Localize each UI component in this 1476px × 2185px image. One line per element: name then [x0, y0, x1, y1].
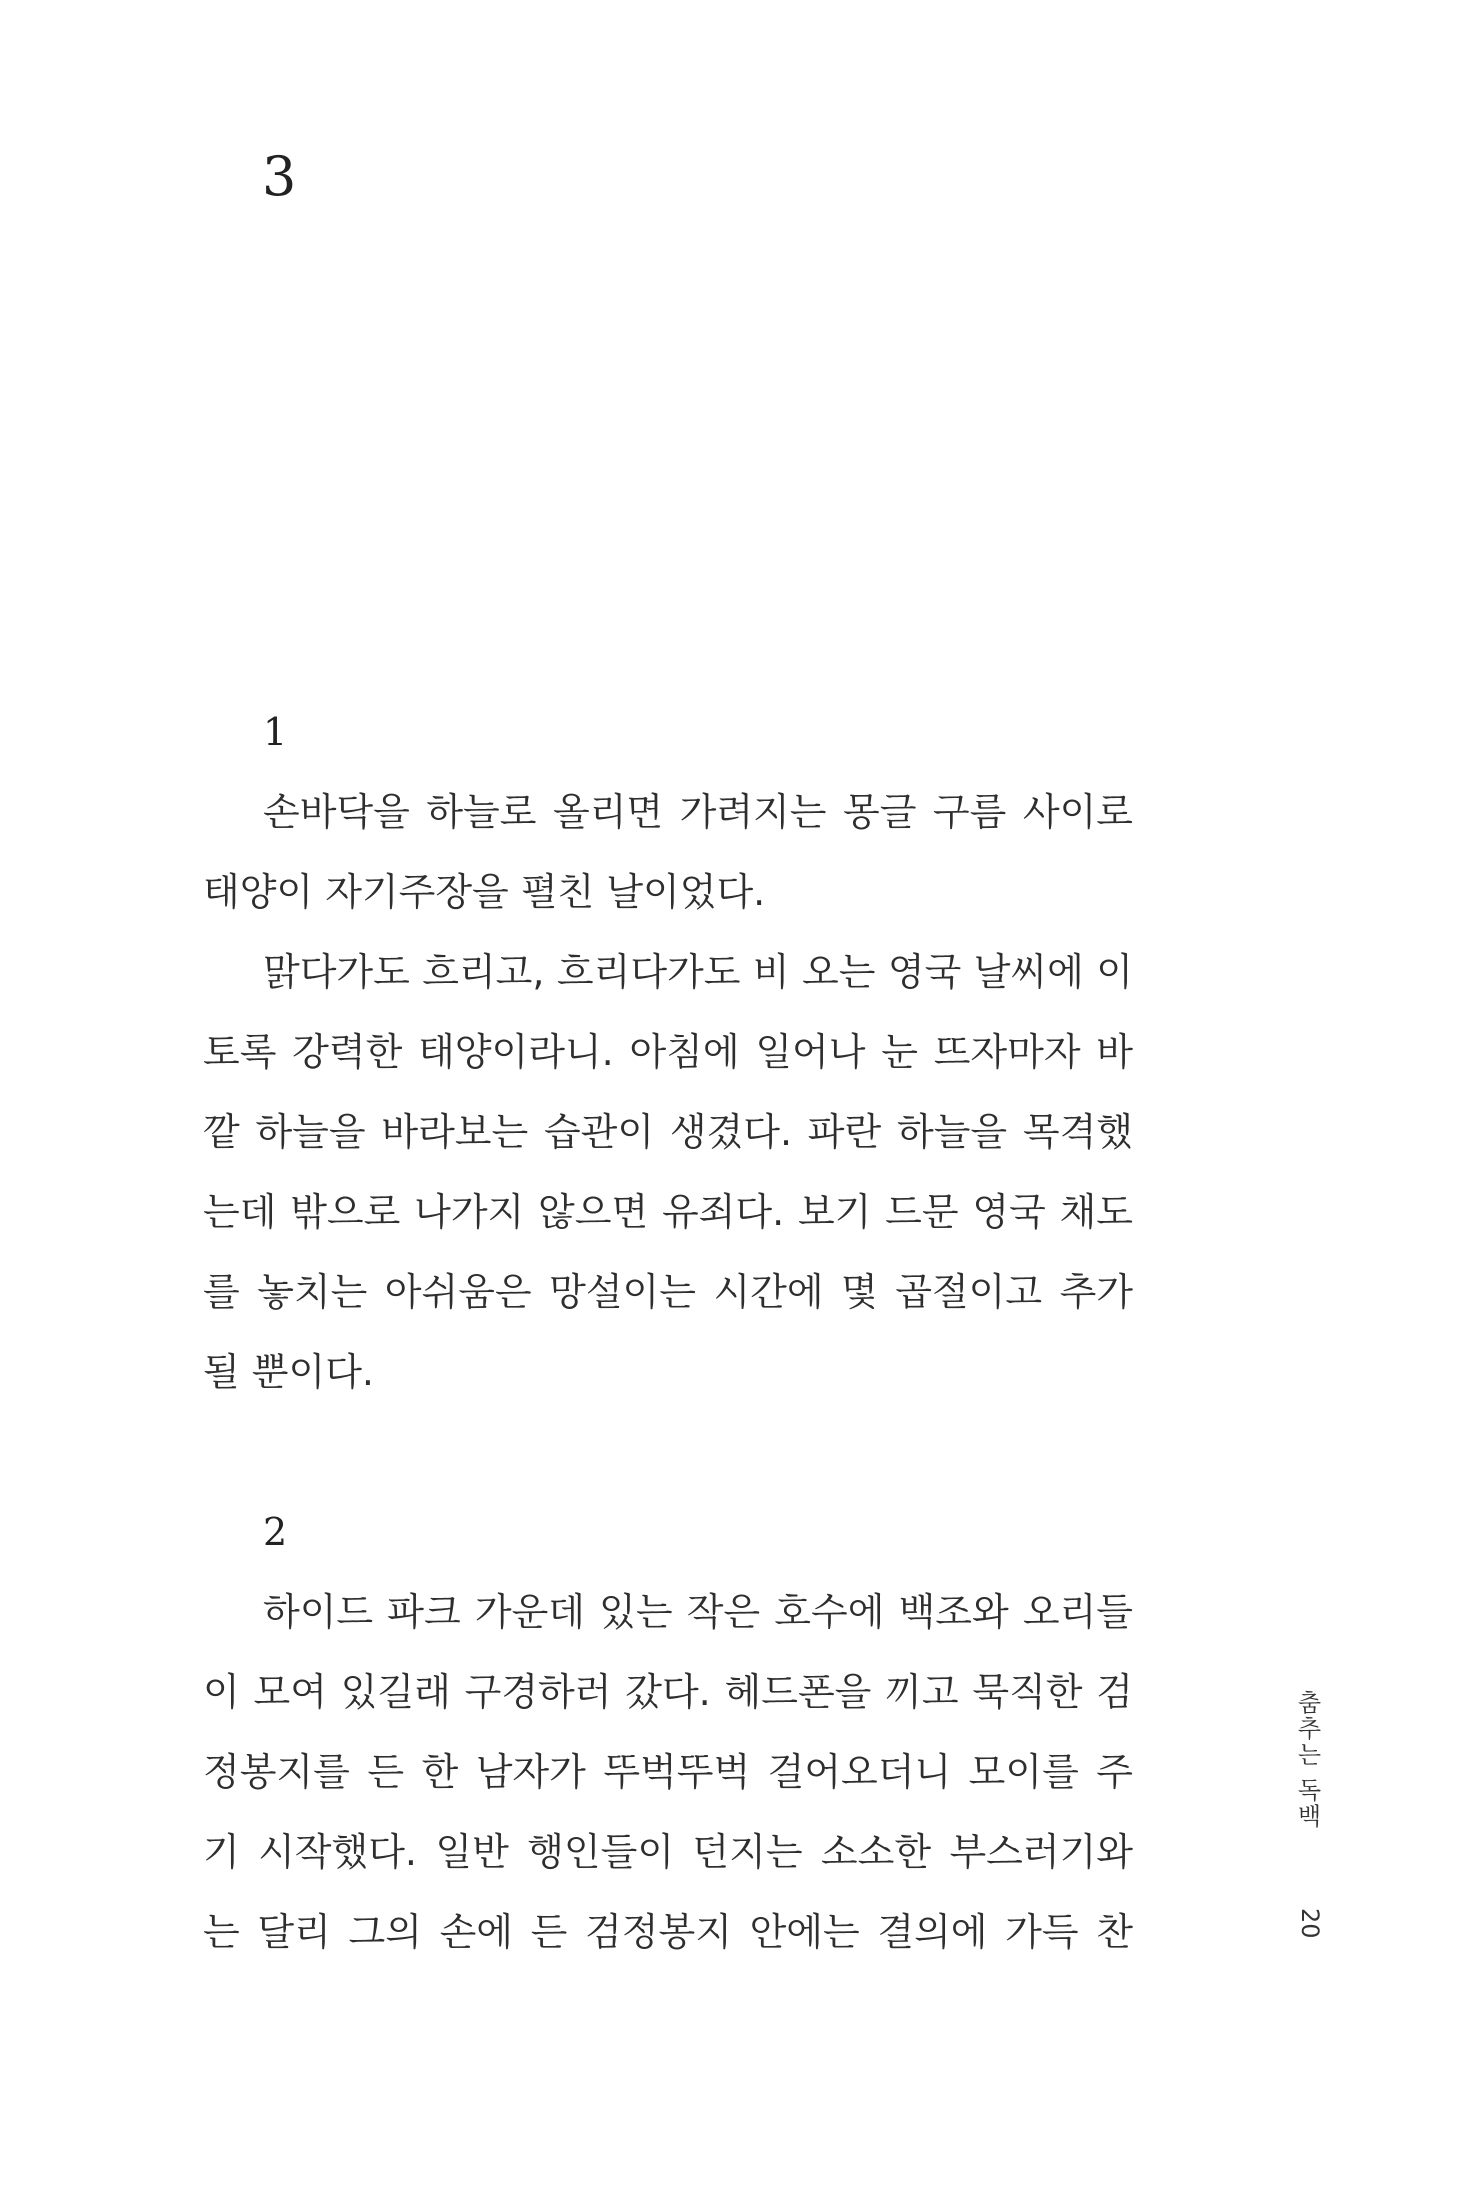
text-line: 맑다가도 흐리고, 흐리다가도 비 오는 영국 날씨에 이: [263, 950, 1133, 994]
text-line: 를 놓치는 아쉬움은 망설이는 시간에 몇 곱절이고 추가: [203, 1270, 1133, 1314]
text-line: 토록 강력한 태양이라니. 아침에 일어나 눈 뜨자마자 바: [203, 1030, 1133, 1074]
section-1: [203, 692, 1133, 1412]
text-line: 태양이 자기주장을 펼친 날이었다.: [203, 870, 766, 914]
text-line: 손바닥을 하늘로 올리면 가려지는 몽글 구름 사이로: [263, 790, 1133, 834]
text-line: 정봉지를 든 한 남자가 뚜벅뚜벅 걸어오더니 모이를 주: [203, 1750, 1133, 1794]
paragraph: [203, 1572, 1133, 1972]
section-number: 2: [263, 1510, 288, 1554]
text-line: 기 시작했다. 일반 행인들이 던지는 소소한 부스러기와: [203, 1830, 1133, 1874]
page-number: 20: [1296, 1908, 1324, 1939]
running-title: 춤추는 독백: [1293, 1690, 1321, 1830]
text-line: 될 뿐이다.: [203, 1350, 374, 1394]
paragraph: [203, 772, 1133, 932]
text-line: 하이드 파크 가운데 있는 작은 호수에 백조와 오리들: [263, 1590, 1133, 1634]
paragraph: [203, 932, 1133, 1412]
text-line: 이 모여 있길래 구경하러 갔다. 헤드폰을 끼고 묵직한 검: [203, 1670, 1133, 1714]
section-number: 1: [263, 710, 288, 754]
section-2: [203, 1492, 1133, 1972]
chapter-number: 3: [262, 145, 297, 208]
text-line: 는 달리 그의 손에 든 검정봉지 안에는 결의에 가득 찬: [203, 1910, 1133, 1954]
text-line: 는데 밖으로 나가지 않으면 유죄다. 보기 드문 영국 채도: [203, 1190, 1133, 1234]
text-line: 깥 하늘을 바라보는 습관이 생겼다. 파란 하늘을 목격했: [203, 1110, 1133, 1154]
